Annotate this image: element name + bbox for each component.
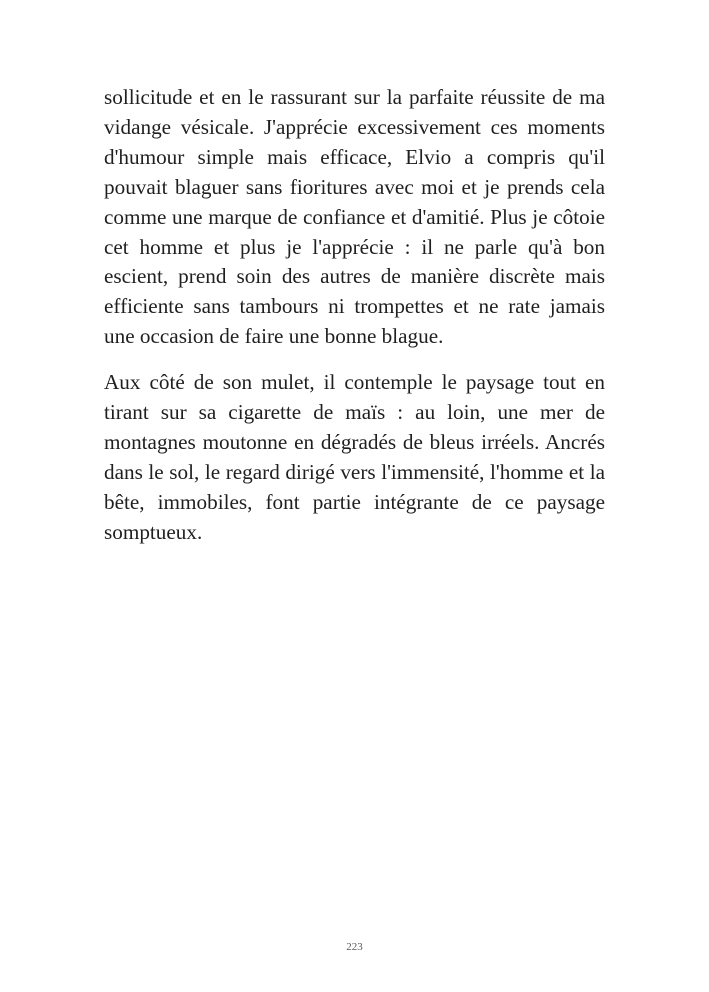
paragraph-1: sollicitude et en le rassurant sur la parfaite réussite de ma vidange vésicale. J'apprécie excessivement ces moments d'humour simple mais efficace, Elvio a compris qu'il pouvait blaguer sans fioritures avec moi et je prends cela comme une marque de confiance et d'amitié. Plus je côtoie cet homme et plus je l'apprécie : il ne parle qu'à bon escient, prend soin des autres de manière discrète mais efficiente sans tambours ni trompettes et ne rate jamais une occasion de faire une bonne blague. — [104, 85, 605, 349]
body-text — [104, 83, 605, 548]
page-number: 223 — [346, 941, 363, 953]
paragraph-2: Aux côté de son mulet, il contemple le paysage tout en tirant sur sa cigarette de maïs : au loin, une mer de montagnes moutonne en dégradés de bleus irréels. Ancrés dans le sol, le regard dirigé vers l'immensité, l'homme et la bête, immobiles, font partie intégrante de ce paysage somptueux. — [104, 370, 605, 544]
